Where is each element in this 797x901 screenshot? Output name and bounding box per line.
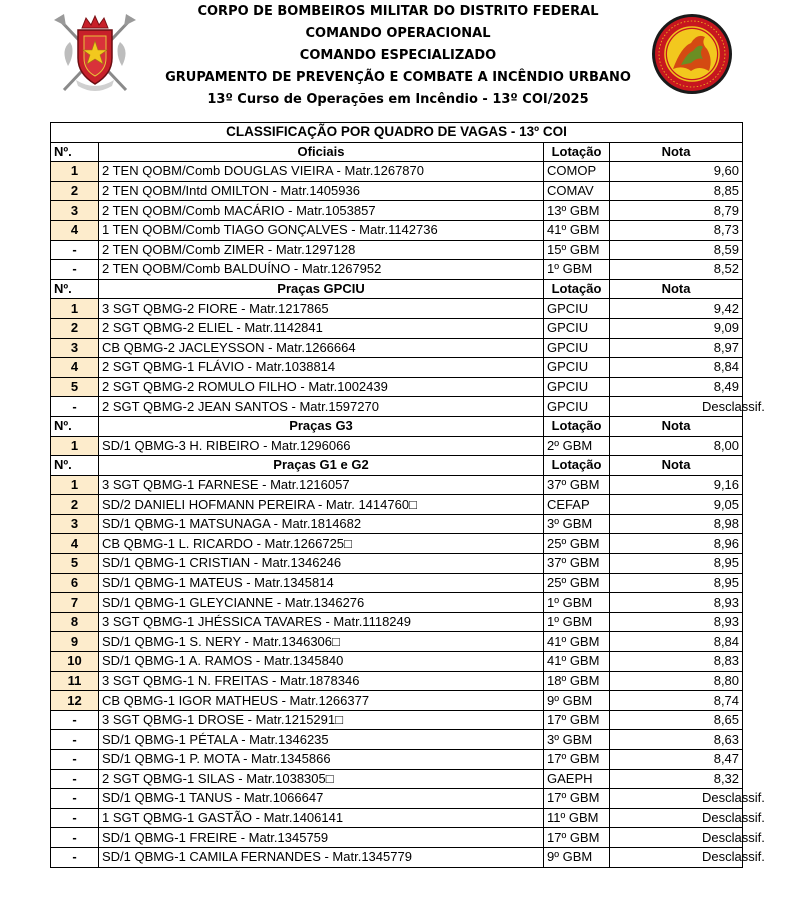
col-nota-header: Nota xyxy=(610,456,743,476)
rank-cell: 3 xyxy=(51,201,99,221)
table-row xyxy=(51,514,743,534)
rank-cell: 1 xyxy=(51,162,99,182)
header-line-course: 13º Curso de Operações em Incêndio - 13º COI/2025 xyxy=(207,92,589,107)
nota-cell: Desclassif. xyxy=(610,847,743,867)
nota-cell: 8,59 xyxy=(610,240,743,260)
rank-cell: 3 xyxy=(51,338,99,358)
name-cell: 1 SGT QBMG-1 GASTÃO - Matr.1406141 xyxy=(99,808,544,828)
lotacao-cell: 15º GBM xyxy=(544,240,610,260)
nota-cell: Desclassif. xyxy=(610,828,743,848)
name-cell: 1 TEN QOBM/Comb TIAGO GONÇALVES - Matr.1142736 xyxy=(99,220,544,240)
rank-cell: - xyxy=(51,847,99,867)
name-cell: 3 SGT QBMG-1 JHÉSSICA TAVARES - Matr.1118249 xyxy=(99,612,544,632)
cbmdf-shield-emblem xyxy=(50,10,140,96)
table-row xyxy=(51,534,743,554)
name-cell: CB QBMG-2 JACLEYSSON - Matr.1266664 xyxy=(99,338,544,358)
lotacao-cell: GPCIU xyxy=(544,397,610,417)
document-header xyxy=(0,0,797,122)
rank-cell: 9 xyxy=(51,632,99,652)
table-row xyxy=(51,789,743,809)
section-header-row xyxy=(51,142,743,162)
lotacao-cell: 18º GBM xyxy=(544,671,610,691)
rank-cell: 4 xyxy=(51,534,99,554)
name-cell: 2 SGT QBMG-1 SILAS - Matr.1038305□ xyxy=(99,769,544,789)
name-cell: 3 SGT QBMG-1 FARNESE - Matr.1216057 xyxy=(99,475,544,495)
nota-cell: Desclassif. xyxy=(610,808,743,828)
table-row xyxy=(51,181,743,201)
nota-cell: 8,74 xyxy=(610,691,743,711)
lotacao-cell: 37º GBM xyxy=(544,554,610,574)
section-name-header: Praças G1 e G2 xyxy=(99,456,544,476)
nota-cell: 8,83 xyxy=(610,652,743,672)
name-cell: SD/1 QBMG-1 MATEUS - Matr.1345814 xyxy=(99,573,544,593)
name-cell: 2 SGT QBMG-2 ELIEL - Matr.1142841 xyxy=(99,318,544,338)
rank-cell: 12 xyxy=(51,691,99,711)
lotacao-cell: 1º GBM xyxy=(544,612,610,632)
section-name-header: Oficiais xyxy=(99,142,544,162)
nota-cell: 8,85 xyxy=(610,181,743,201)
nota-cell: 8,93 xyxy=(610,593,743,613)
table-row xyxy=(51,632,743,652)
col-no-header: Nº. xyxy=(51,279,99,299)
lotacao-cell: 17º GBM xyxy=(544,710,610,730)
rank-cell: 1 xyxy=(51,299,99,319)
section-header-row xyxy=(51,416,743,436)
lotacao-cell: 3º GBM xyxy=(544,730,610,750)
lotacao-cell: 11º GBM xyxy=(544,808,610,828)
col-nota-header: Nota xyxy=(610,142,743,162)
table-row xyxy=(51,847,743,867)
table-row xyxy=(51,573,743,593)
classification-table xyxy=(50,122,765,868)
name-cell: SD/1 QBMG-1 S. NERY - Matr.1346306□ xyxy=(99,632,544,652)
table-row xyxy=(51,475,743,495)
nota-cell: 9,05 xyxy=(610,495,743,515)
rank-cell: 8 xyxy=(51,612,99,632)
rank-cell: 11 xyxy=(51,671,99,691)
table-row xyxy=(51,730,743,750)
lotacao-cell: GPCIU xyxy=(544,318,610,338)
col-lotacao-header: Lotação xyxy=(544,416,610,436)
nota-cell: Desclassif. xyxy=(610,789,743,809)
table-row xyxy=(51,769,743,789)
col-no-header: Nº. xyxy=(51,456,99,476)
nota-cell: 8,97 xyxy=(610,338,743,358)
name-cell: 2 TEN QOBM/Comb BALDUÍNO - Matr.1267952 xyxy=(99,260,544,280)
rank-cell: - xyxy=(51,260,99,280)
section-name-header: Praças GPCIU xyxy=(99,279,544,299)
lotacao-cell: 13º GBM xyxy=(544,201,610,221)
rank-cell: 1 xyxy=(51,475,99,495)
table-row xyxy=(51,358,743,378)
nota-cell: 9,16 xyxy=(610,475,743,495)
lotacao-cell: 41º GBM xyxy=(544,632,610,652)
rank-cell: 4 xyxy=(51,358,99,378)
name-cell: SD/2 DANIELI HOFMANN PEREIRA - Matr. 1414760□ xyxy=(99,495,544,515)
nota-cell: 8,00 xyxy=(610,436,743,456)
nota-cell: 8,84 xyxy=(610,358,743,378)
table-row xyxy=(51,671,743,691)
table-row xyxy=(51,162,743,182)
lotacao-cell: 41º GBM xyxy=(544,652,610,672)
rank-cell: - xyxy=(51,397,99,417)
lotacao-cell: 9º GBM xyxy=(544,691,610,711)
lotacao-cell: GPCIU xyxy=(544,338,610,358)
name-cell: SD/1 QBMG-1 GLEYCIANNE - Matr.1346276 xyxy=(99,593,544,613)
rank-cell: 10 xyxy=(51,652,99,672)
table-row xyxy=(51,612,743,632)
nota-cell: 8,84 xyxy=(610,632,743,652)
nota-cell: 9,42 xyxy=(610,299,743,319)
header-line-grupamento: GRUPAMENTO DE PREVENÇÃO E COMBATE A INCÊNDIO URBANO xyxy=(165,70,631,85)
lotacao-cell: CEFAP xyxy=(544,495,610,515)
table-row xyxy=(51,260,743,280)
rank-cell: 1 xyxy=(51,436,99,456)
section-header-row xyxy=(51,456,743,476)
rank-cell: 3 xyxy=(51,514,99,534)
nota-cell: 8,95 xyxy=(610,554,743,574)
table-row xyxy=(51,220,743,240)
lotacao-cell: 25º GBM xyxy=(544,534,610,554)
lotacao-cell: 17º GBM xyxy=(544,828,610,848)
nota-cell: Desclassif. xyxy=(610,397,743,417)
rank-cell: 5 xyxy=(51,554,99,574)
table-row xyxy=(51,318,743,338)
rank-cell: - xyxy=(51,789,99,809)
lotacao-cell: 25º GBM xyxy=(544,573,610,593)
header-titles xyxy=(160,3,636,111)
name-cell: 2 TEN QOBM/Comb MACÁRIO - Matr.1053857 xyxy=(99,201,544,221)
name-cell: 2 SGT QBMG-1 FLÁVIO - Matr.1038814 xyxy=(99,358,544,378)
table-row xyxy=(51,377,743,397)
table-title-row xyxy=(51,123,743,143)
nota-cell: 8,96 xyxy=(610,534,743,554)
nota-cell: 8,98 xyxy=(610,514,743,534)
lotacao-cell: 1º GBM xyxy=(544,593,610,613)
nota-cell: 8,63 xyxy=(610,730,743,750)
col-no-header: Nº. xyxy=(51,142,99,162)
lotacao-cell: GPCIU xyxy=(544,358,610,378)
name-cell: 2 SGT QBMG-2 JEAN SANTOS - Matr.1597270 xyxy=(99,397,544,417)
name-cell: SD/1 QBMG-1 CRISTIAN - Matr.1346246 xyxy=(99,554,544,574)
rank-cell: 2 xyxy=(51,495,99,515)
col-nota-header: Nota xyxy=(610,416,743,436)
rank-cell: - xyxy=(51,769,99,789)
rank-cell: 7 xyxy=(51,593,99,613)
rank-cell: - xyxy=(51,730,99,750)
col-lotacao-header: Lotação xyxy=(544,279,610,299)
nota-cell: 8,95 xyxy=(610,573,743,593)
header-line-comando-especializado: COMANDO ESPECIALIZADO xyxy=(299,48,497,63)
table-row xyxy=(51,495,743,515)
name-cell: SD/1 QBMG-1 CAMILA FERNANDES - Matr.1345779 xyxy=(99,847,544,867)
lotacao-cell: 17º GBM xyxy=(544,789,610,809)
rank-cell: 6 xyxy=(51,573,99,593)
table-row xyxy=(51,652,743,672)
nota-cell: 9,09 xyxy=(610,318,743,338)
nota-cell: 8,47 xyxy=(610,750,743,770)
rank-cell: 5 xyxy=(51,377,99,397)
nota-cell: 8,65 xyxy=(610,710,743,730)
lotacao-cell: 37º GBM xyxy=(544,475,610,495)
header-line-org: CORPO DE BOMBEIROS MILITAR DO DISTRITO FEDERAL xyxy=(197,4,599,19)
lotacao-cell: 2º GBM xyxy=(544,436,610,456)
nota-cell: 8,80 xyxy=(610,671,743,691)
gpciu-round-emblem xyxy=(651,13,733,95)
name-cell: 2 TEN QOBM/Comb ZIMER - Matr.1297128 xyxy=(99,240,544,260)
name-cell: 3 SGT QBMG-1 N. FREITAS - Matr.1878346 xyxy=(99,671,544,691)
lotacao-cell: GPCIU xyxy=(544,299,610,319)
name-cell: 2 TEN QOBM/Intd OMILTON - Matr.1405936 xyxy=(99,181,544,201)
name-cell: SD/1 QBMG-1 FREIRE - Matr.1345759 xyxy=(99,828,544,848)
lotacao-cell: 41º GBM xyxy=(544,220,610,240)
col-nota-header: Nota xyxy=(610,279,743,299)
name-cell: SD/1 QBMG-1 P. MOTA - Matr.1345866 xyxy=(99,750,544,770)
col-no-header: Nº. xyxy=(51,416,99,436)
table-row xyxy=(51,554,743,574)
rank-cell: 4 xyxy=(51,220,99,240)
rank-cell: 2 xyxy=(51,318,99,338)
name-cell: SD/1 QBMG-1 MATSUNAGA - Matr.1814682 xyxy=(99,514,544,534)
rank-cell: - xyxy=(51,808,99,828)
lotacao-cell: 3º GBM xyxy=(544,514,610,534)
name-cell: CB QBMG-1 IGOR MATHEUS - Matr.1266377 xyxy=(99,691,544,711)
name-cell: SD/1 QBMG-3 H. RIBEIRO - Matr.1296066 xyxy=(99,436,544,456)
table-row xyxy=(51,710,743,730)
rank-cell: - xyxy=(51,750,99,770)
lotacao-cell: 9º GBM xyxy=(544,847,610,867)
lotacao-cell: COMOP xyxy=(544,162,610,182)
lotacao-cell: 17º GBM xyxy=(544,750,610,770)
rank-cell: - xyxy=(51,710,99,730)
header-line-comando-operacional: COMANDO OPERACIONAL xyxy=(305,26,491,41)
name-cell: 2 SGT QBMG-2 ROMULO FILHO - Matr.1002439 xyxy=(99,377,544,397)
section-header-row xyxy=(51,279,743,299)
rank-cell: - xyxy=(51,240,99,260)
table-row xyxy=(51,750,743,770)
rank-cell: - xyxy=(51,828,99,848)
name-cell: 2 TEN QOBM/Comb DOUGLAS VIEIRA - Matr.1267870 xyxy=(99,162,544,182)
name-cell: 3 SGT QBMG-1 DROSE - Matr.1215291□ xyxy=(99,710,544,730)
col-lotacao-header: Lotação xyxy=(544,142,610,162)
table-row xyxy=(51,338,743,358)
nota-cell: 9,60 xyxy=(610,162,743,182)
name-cell: 3 SGT QBMG-2 FIORE - Matr.1217865 xyxy=(99,299,544,319)
lotacao-cell: COMAV xyxy=(544,181,610,201)
nota-cell: 8,49 xyxy=(610,377,743,397)
nota-cell: 8,32 xyxy=(610,769,743,789)
nota-cell: 8,93 xyxy=(610,612,743,632)
nota-cell: 8,52 xyxy=(610,260,743,280)
table-row xyxy=(51,299,743,319)
name-cell: SD/1 QBMG-1 PÉTALA - Matr.1346235 xyxy=(99,730,544,750)
name-cell: CB QBMG-1 L. RICARDO - Matr.1266725□ xyxy=(99,534,544,554)
table-row xyxy=(51,397,743,417)
table-row xyxy=(51,691,743,711)
table-row xyxy=(51,240,743,260)
table-row xyxy=(51,201,743,221)
nota-cell: 8,79 xyxy=(610,201,743,221)
section-name-header: Praças G3 xyxy=(99,416,544,436)
name-cell: SD/1 QBMG-1 TANUS - Matr.1066647 xyxy=(99,789,544,809)
table-row xyxy=(51,436,743,456)
name-cell: SD/1 QBMG-1 A. RAMOS - Matr.1345840 xyxy=(99,652,544,672)
table-row xyxy=(51,808,743,828)
lotacao-cell: GPCIU xyxy=(544,377,610,397)
nota-cell: 8,73 xyxy=(610,220,743,240)
table-title: CLASSIFICAÇÃO POR QUADRO DE VAGAS - 13º COI xyxy=(51,123,743,143)
table-row xyxy=(51,828,743,848)
lotacao-cell: 1º GBM xyxy=(544,260,610,280)
rank-cell: 2 xyxy=(51,181,99,201)
lotacao-cell: GAEPH xyxy=(544,769,610,789)
table-row xyxy=(51,593,743,613)
col-lotacao-header: Lotação xyxy=(544,456,610,476)
